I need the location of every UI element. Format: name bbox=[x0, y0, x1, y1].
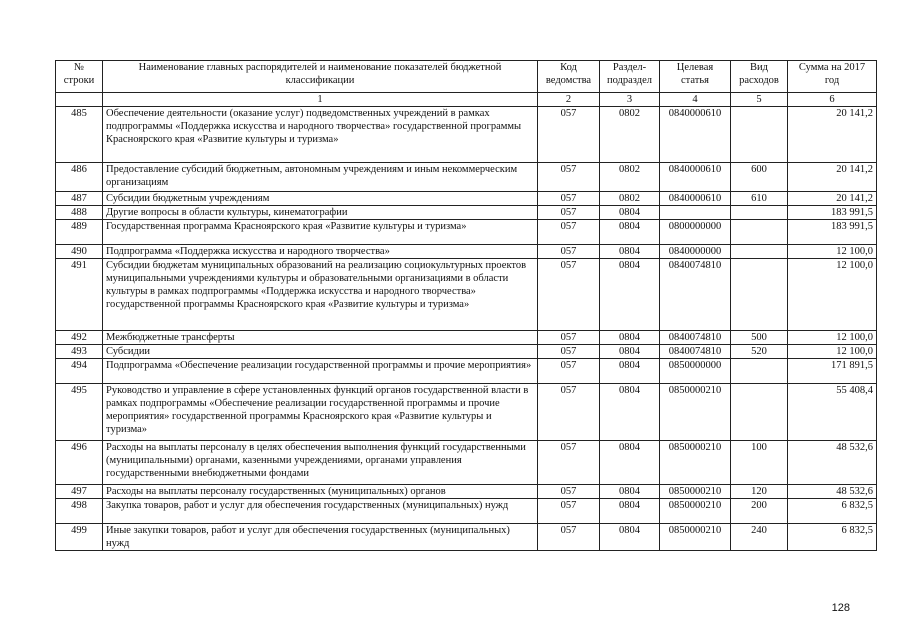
name-cell: Подпрограмма «Поддержка искусства и народного творчества» bbox=[103, 245, 538, 259]
section-cell: 0804 bbox=[600, 206, 660, 220]
table-row bbox=[56, 220, 877, 245]
name-cell: Предоставление субсидий бюджетным, автономным учреждениям и иным некоммерческим организациям bbox=[103, 163, 538, 192]
section-cell: 0804 bbox=[600, 485, 660, 499]
sum-cell: 12 100,0 bbox=[788, 245, 877, 259]
sum-cell: 12 100,0 bbox=[788, 345, 877, 359]
name-cell: Руководство и управление в сфере установленных функций органов государственной власти в рамках подпрограммы «Обеспечение реализации государственной программы и прочие мероприятия» государственной программы Красноярского края «Развитие культуры и туризма» bbox=[103, 384, 538, 441]
column-number: 1 bbox=[103, 93, 538, 107]
section-cell: 0804 bbox=[600, 359, 660, 384]
sum-cell: 12 100,0 bbox=[788, 259, 877, 331]
sum-cell: 6 832,5 bbox=[788, 524, 877, 551]
expense-type-cell bbox=[731, 384, 788, 441]
row-number-cell: 491 bbox=[56, 259, 103, 331]
section-cell: 0804 bbox=[600, 499, 660, 524]
header-section: Раздел- подраздел bbox=[600, 61, 660, 93]
expense-type-cell: 200 bbox=[731, 499, 788, 524]
target-cell: 0800000000 bbox=[660, 220, 731, 245]
dept-code-cell: 057 bbox=[538, 259, 600, 331]
section-cell: 0804 bbox=[600, 345, 660, 359]
column-number: 2 bbox=[538, 93, 600, 107]
row-number-cell: 497 bbox=[56, 485, 103, 499]
table-row bbox=[56, 384, 877, 441]
target-cell: 0840000610 bbox=[660, 107, 731, 163]
row-number-cell: 488 bbox=[56, 206, 103, 220]
name-cell: Государственная программа Красноярского края «Развитие культуры и туризма» bbox=[103, 220, 538, 245]
name-cell: Субсидии bbox=[103, 345, 538, 359]
row-number-cell: 490 bbox=[56, 245, 103, 259]
sum-cell: 183 991,5 bbox=[788, 206, 877, 220]
dept-code-cell: 057 bbox=[538, 107, 600, 163]
section-cell: 0802 bbox=[600, 163, 660, 192]
table-row bbox=[56, 524, 877, 551]
expense-type-cell bbox=[731, 206, 788, 220]
target-cell bbox=[660, 206, 731, 220]
row-number-cell: 492 bbox=[56, 331, 103, 345]
sum-cell: 55 408,4 bbox=[788, 384, 877, 441]
expense-type-cell: 120 bbox=[731, 485, 788, 499]
section-cell: 0804 bbox=[600, 220, 660, 245]
name-cell: Подпрограмма «Обеспечение реализации государственной программы и прочие мероприятия» bbox=[103, 359, 538, 384]
sum-cell: 20 141,2 bbox=[788, 192, 877, 206]
table-row bbox=[56, 245, 877, 259]
dept-code-cell: 057 bbox=[538, 441, 600, 485]
expense-type-cell: 520 bbox=[731, 345, 788, 359]
dept-code-cell: 057 bbox=[538, 192, 600, 206]
name-cell: Межбюджетные трансферты bbox=[103, 331, 538, 345]
name-cell: Иные закупки товаров, работ и услуг для обеспечения государственных (муниципальных) нужд bbox=[103, 524, 538, 551]
name-cell: Закупка товаров, работ и услуг для обеспечения государственных (муниципальных) нужд bbox=[103, 499, 538, 524]
row-number-cell: 494 bbox=[56, 359, 103, 384]
sum-cell: 48 532,6 bbox=[788, 441, 877, 485]
expense-type-cell bbox=[731, 359, 788, 384]
row-number-cell: 486 bbox=[56, 163, 103, 192]
table-row bbox=[56, 485, 877, 499]
expense-type-cell bbox=[731, 259, 788, 331]
expense-type-cell: 240 bbox=[731, 524, 788, 551]
budget-table bbox=[55, 60, 877, 551]
header-row-number: № строки bbox=[56, 61, 103, 93]
page-number: 128 bbox=[831, 602, 850, 614]
column-number-row bbox=[56, 93, 877, 107]
dept-code-cell: 057 bbox=[538, 331, 600, 345]
dept-code-cell: 057 bbox=[538, 485, 600, 499]
section-cell: 0804 bbox=[600, 524, 660, 551]
table-row bbox=[56, 107, 877, 163]
dept-code-cell: 057 bbox=[538, 345, 600, 359]
expense-type-cell bbox=[731, 107, 788, 163]
table-row bbox=[56, 331, 877, 345]
header-expense-type: Вид расходов bbox=[731, 61, 788, 93]
name-cell: Расходы на выплаты персоналу государственных (муниципальных) органов bbox=[103, 485, 538, 499]
name-cell: Другие вопросы в области культуры, кинематографии bbox=[103, 206, 538, 220]
row-number-cell: 485 bbox=[56, 107, 103, 163]
row-number-cell: 498 bbox=[56, 499, 103, 524]
sum-cell: 20 141,2 bbox=[788, 107, 877, 163]
header-sum: Сумма на 2017 год bbox=[788, 61, 877, 93]
sum-cell: 12 100,0 bbox=[788, 331, 877, 345]
section-cell: 0802 bbox=[600, 192, 660, 206]
dept-code-cell: 057 bbox=[538, 220, 600, 245]
expense-type-cell: 610 bbox=[731, 192, 788, 206]
target-cell: 0840074810 bbox=[660, 345, 731, 359]
table-row bbox=[56, 163, 877, 192]
name-cell: Обеспечение деятельности (оказание услуг) подведомственных учреждений в рамках подпрограммы «Поддержка искусства и народного творчества» государственной программы Красноярского края «Развитие культуры и туризма» bbox=[103, 107, 538, 163]
sum-cell: 20 141,2 bbox=[788, 163, 877, 192]
target-cell: 0850000000 bbox=[660, 359, 731, 384]
dept-code-cell: 057 bbox=[538, 245, 600, 259]
target-cell: 0840000000 bbox=[660, 245, 731, 259]
section-cell: 0802 bbox=[600, 107, 660, 163]
target-cell: 0850000210 bbox=[660, 524, 731, 551]
header-name: Наименование главных распорядителей и наименование показателей бюджетной классификации bbox=[103, 61, 538, 93]
row-number-cell: 495 bbox=[56, 384, 103, 441]
section-cell: 0804 bbox=[600, 384, 660, 441]
column-number: 6 bbox=[788, 93, 877, 107]
target-cell: 0850000210 bbox=[660, 441, 731, 485]
dept-code-cell: 057 bbox=[538, 359, 600, 384]
sum-cell: 171 891,5 bbox=[788, 359, 877, 384]
sum-cell: 183 991,5 bbox=[788, 220, 877, 245]
column-number: 5 bbox=[731, 93, 788, 107]
row-number-cell: 499 bbox=[56, 524, 103, 551]
column-number: 4 bbox=[660, 93, 731, 107]
table-row bbox=[56, 359, 877, 384]
name-cell: Расходы на выплаты персоналу в целях обеспечения выполнения функций государственными (муниципальными) органами, казенными учреждениями, органами управления государственными внебюджетными фондами bbox=[103, 441, 538, 485]
name-cell: Субсидии бюджетам муниципальных образований на реализацию социокультурных проектов муниципальными учреждениями культуры и образовательными организациями в области культуры в рамках подпрограммы «Поддержка искусства и народного творчества» государственной программы Красноярского края «Развитие культуры и туризма» bbox=[103, 259, 538, 331]
dept-code-cell: 057 bbox=[538, 499, 600, 524]
section-cell: 0804 bbox=[600, 245, 660, 259]
target-cell: 0840074810 bbox=[660, 331, 731, 345]
expense-type-cell: 500 bbox=[731, 331, 788, 345]
row-number-cell: 493 bbox=[56, 345, 103, 359]
row-number-cell: 496 bbox=[56, 441, 103, 485]
target-cell: 0850000210 bbox=[660, 499, 731, 524]
expense-type-cell: 600 bbox=[731, 163, 788, 192]
expense-type-cell bbox=[731, 220, 788, 245]
target-cell: 0840000610 bbox=[660, 192, 731, 206]
column-number: 3 bbox=[600, 93, 660, 107]
target-cell: 0850000210 bbox=[660, 485, 731, 499]
row-number-cell: 487 bbox=[56, 192, 103, 206]
section-cell: 0804 bbox=[600, 441, 660, 485]
dept-code-cell: 057 bbox=[538, 206, 600, 220]
sum-cell: 6 832,5 bbox=[788, 499, 877, 524]
table-row bbox=[56, 259, 877, 331]
header-row bbox=[56, 61, 877, 93]
expense-type-cell bbox=[731, 245, 788, 259]
table-row bbox=[56, 192, 877, 206]
table-row bbox=[56, 206, 877, 220]
table-row bbox=[56, 345, 877, 359]
target-cell: 0840000610 bbox=[660, 163, 731, 192]
dept-code-cell: 057 bbox=[538, 163, 600, 192]
target-cell: 0850000210 bbox=[660, 384, 731, 441]
sum-cell: 48 532,6 bbox=[788, 485, 877, 499]
header-dept-code: Код ведомства bbox=[538, 61, 600, 93]
target-cell: 0840074810 bbox=[660, 259, 731, 331]
section-cell: 0804 bbox=[600, 259, 660, 331]
table-row bbox=[56, 441, 877, 485]
column-number-blank bbox=[56, 93, 103, 107]
expense-type-cell: 100 bbox=[731, 441, 788, 485]
dept-code-cell: 057 bbox=[538, 384, 600, 441]
row-number-cell: 489 bbox=[56, 220, 103, 245]
dept-code-cell: 057 bbox=[538, 524, 600, 551]
name-cell: Субсидии бюджетным учреждениям bbox=[103, 192, 538, 206]
header-target: Целевая статья bbox=[660, 61, 731, 93]
table-row bbox=[56, 499, 877, 524]
section-cell: 0804 bbox=[600, 331, 660, 345]
